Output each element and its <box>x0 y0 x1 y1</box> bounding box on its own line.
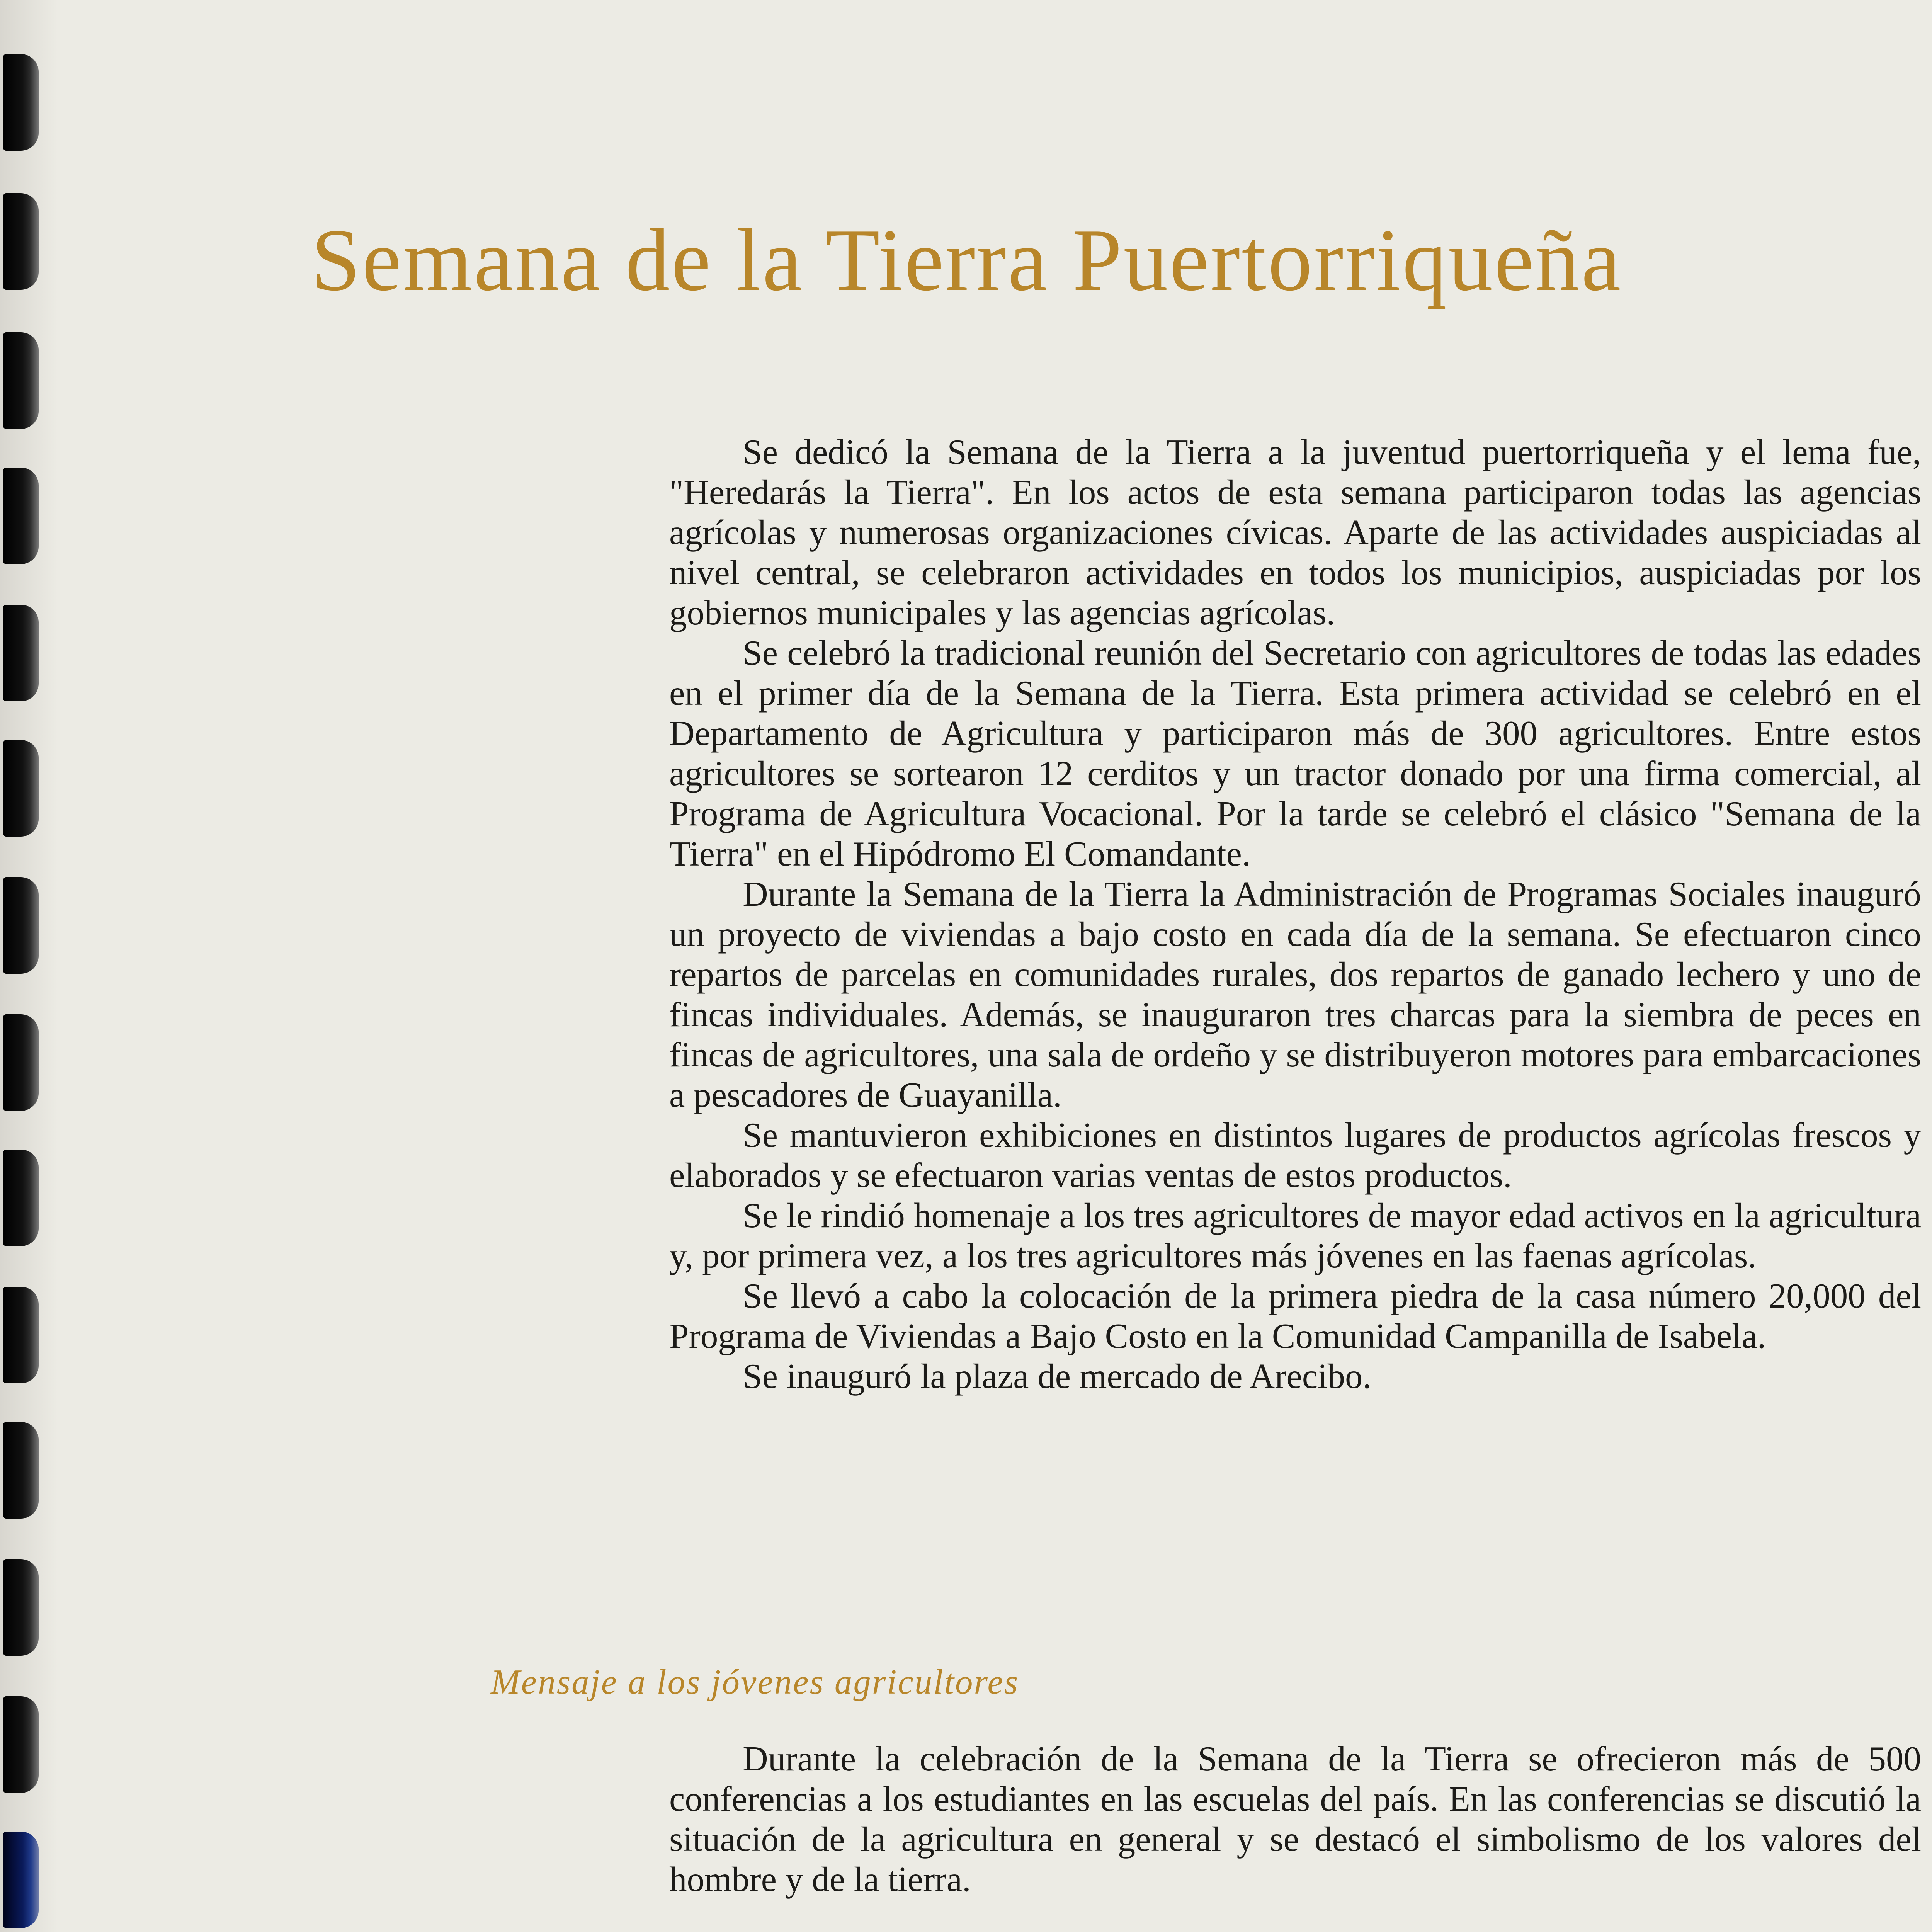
binding-ring <box>3 1832 39 1928</box>
section-mensaje-body <box>669 1739 1921 1900</box>
binding-ring <box>3 1422 39 1519</box>
binding-ring <box>3 605 39 701</box>
binding-ring <box>3 877 39 974</box>
binding-ring <box>3 1150 39 1246</box>
paragraph: Se dedicó la Semana de la Tierra a la juventud puertorriqueña y el lema fue, "Heredarás la Tierra". En los actos de esta semana participaron todas las agencias agrícolas y numerosas organizaciones cívicas. Aparte de las actividades auspiciadas al nivel central, se celebraron actividades en todos los municipios, auspiciadas por los gobiernos municipales y las agencias agrícolas. <box>669 432 1921 632</box>
spiral-binding <box>0 0 58 1932</box>
subheading-mensaje: Mensaje a los jóvenes agricultores <box>491 1662 1019 1701</box>
binding-ring <box>3 332 39 429</box>
binding-ring <box>3 193 39 290</box>
page-title: Semana de la Tierra Puertorriqueña <box>311 211 1622 309</box>
paragraph: Se inauguró la plaza de mercado de Arecibo. <box>743 1357 1372 1396</box>
paragraph: Se mantuvieron exhibiciones en distintos lugares de productos agrícolas frescos y elaborados y se efectuaron varias ventas de estos productos. <box>669 1116 1921 1195</box>
paragraph: Durante la celebración de la Semana de la Tierra se ofrecieron más de 500 conferencias a los estudiantes en las escuelas del país. En las conferencias se discutió la situación de la agricultura en general y se destacó el simbolismo de los valores del hombre y de la tierra. <box>669 1739 1921 1899</box>
binding-ring <box>3 1287 39 1383</box>
binding-ring <box>3 54 39 151</box>
binding-ring <box>3 1559 39 1656</box>
paragraph: Se le rindió homenaje a los tres agricultores de mayor edad activos en la agricultura y, por primera vez, a los tres agricultores más jóvenes en las faenas agrícolas. <box>669 1196 1921 1275</box>
paragraph: Se celebró la tradicional reunión del Secretario con agricultores de todas las edades en el primer día de la Semana de la Tierra. Esta primera actividad se celebró en el Departamento de Agricultura y participaron más de 300 agricultores. Entre estos agricultores se sortearon 12 cerditos y un tractor donado por una firma comercial, al Programa de Agricultura Vocacional. Por la tarde se celebró el clásico "Semana de la Tierra" en el Hipódromo El Comandante. <box>669 633 1921 873</box>
paragraph: Se llevó a cabo la colocación de la primera piedra de la casa número 20,000 del Programa de Viviendas a Bajo Costo en la Comunidad Campanilla de Isabela. <box>669 1276 1921 1355</box>
paragraph: Durante la Semana de la Tierra la Administración de Programas Sociales inauguró un proyecto de viviendas a bajo costo en cada día de la semana. Se efectuaron cinco repartos de parcelas en comunidades rurales, dos repartos de ganado lechero y uno de fincas individuales. Además, se inauguraron tres charcas para la siembra de peces en fincas de agricultores, una sala de ordeño y se distribuyeron motores para embarcaciones a pescadores de Guayanilla. <box>669 874 1921 1114</box>
binding-ring <box>3 740 39 837</box>
section-semana-body <box>669 432 1921 1396</box>
binding-ring <box>3 1696 39 1793</box>
binding-ring <box>3 1014 39 1111</box>
binding-ring <box>3 468 39 564</box>
